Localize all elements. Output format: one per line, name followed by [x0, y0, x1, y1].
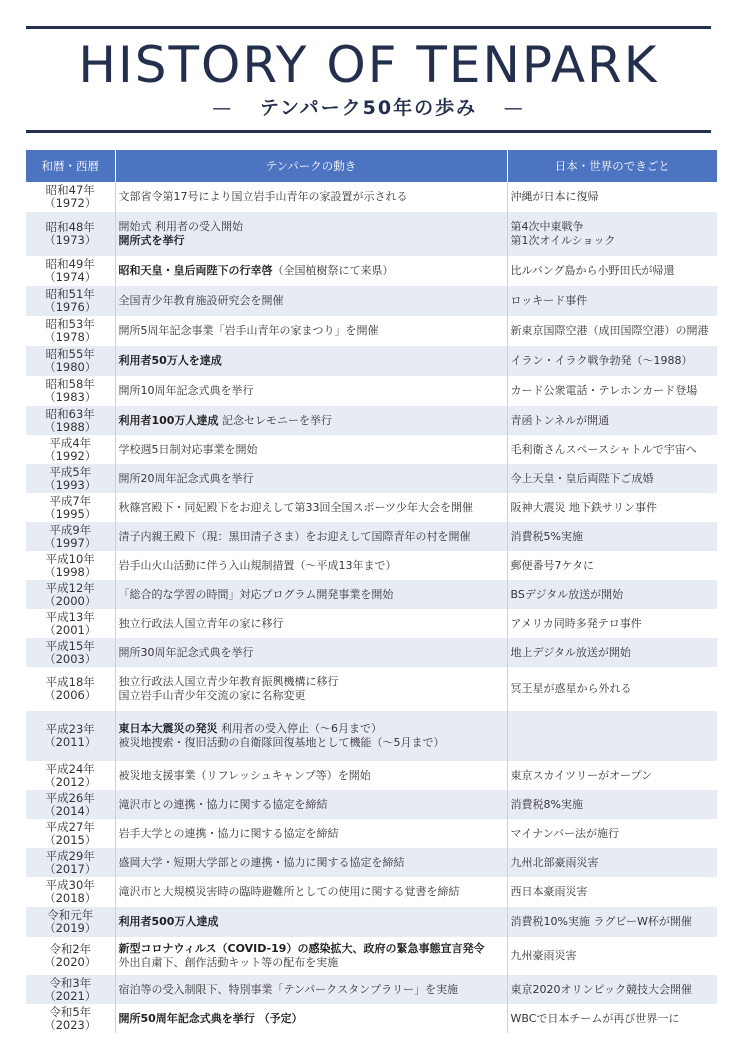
- event-line: [119, 234, 505, 248]
- world-event-cell: [507, 667, 717, 711]
- table-row: [26, 551, 717, 580]
- event-text-bold: 利用者500万人達成: [118, 915, 219, 928]
- table-row: [26, 376, 717, 406]
- year-cell: [26, 937, 115, 975]
- table-row: [26, 667, 717, 711]
- table-row: [26, 790, 717, 819]
- western-year: （1983）: [44, 390, 97, 404]
- event-text: 被災地捜索・復旧活動の自衛隊回復基地として機能（～5月まで）: [118, 736, 445, 749]
- world-event-cell: [507, 286, 717, 316]
- event-text: 開所30周年記念式典を挙行: [118, 645, 254, 659]
- table-header-row: [26, 150, 717, 182]
- era-name: 平成12年: [45, 580, 95, 595]
- world-event-text: アメリカ同時多発テロ事件: [510, 616, 642, 630]
- world-event-text: 地上デジタル放送が開始: [510, 645, 631, 659]
- tenpark-event-cell: [115, 256, 507, 286]
- world-event-cell: [507, 464, 717, 493]
- event-line: [119, 983, 505, 997]
- event-line: [119, 1012, 505, 1026]
- era-name: 平成4年: [49, 435, 92, 450]
- event-text: 開所5周年記念事業「岩手山青年の家まつり」を開催: [118, 324, 379, 337]
- world-event-cell: [507, 761, 717, 790]
- event-text: 全国青少年教育施設研究会を開催: [118, 294, 284, 307]
- event-line: [119, 530, 505, 544]
- table-row: [26, 182, 717, 212]
- world-event-text: ロッキード事件: [510, 294, 588, 307]
- event-text: 盛岡大学・短期大学部との連携・協力に関する協定を締結: [118, 855, 405, 869]
- world-event-cell: [507, 848, 717, 877]
- tenpark-event-cell: [115, 609, 507, 638]
- world-event-cell: [507, 580, 717, 609]
- world-event-text: 第4次中東戦争: [510, 220, 584, 233]
- event-line: [119, 501, 505, 515]
- era-name: 令和5年: [49, 1004, 92, 1019]
- year-cell: [26, 256, 115, 286]
- tenpark-event-cell: [115, 346, 507, 376]
- year-cell: [26, 551, 115, 580]
- event-line: [119, 736, 505, 750]
- tenpark-event-cell: [115, 493, 507, 522]
- tenpark-event-cell: [115, 877, 507, 907]
- event-text: 「総合的な学習の時間」対応プログラム開発事業を開始: [118, 587, 394, 601]
- event-text: 国立岩手山青少年交流の家に名称変更: [118, 689, 306, 702]
- western-year: （2018）: [44, 891, 97, 905]
- western-year: （2011）: [44, 735, 97, 749]
- header-tenpark: テンパークの動き: [115, 150, 507, 182]
- world-event-text: WBCで日本チームが再び世界一に: [510, 1011, 680, 1025]
- world-event-cell: [507, 316, 717, 346]
- western-year: （1988）: [44, 419, 97, 434]
- event-text: 岩手山火山活動に伴う入山規制措置（～平成13年まで）: [118, 558, 397, 572]
- western-year: （1993）: [44, 477, 97, 492]
- western-year: （1973）: [44, 233, 97, 247]
- world-event-cell: [507, 522, 717, 551]
- world-event-text: イラン・イラク戦争勃発（～1988）: [510, 354, 693, 367]
- western-year: （1974）: [44, 270, 97, 284]
- table-row: [26, 937, 717, 975]
- event-text: 秋篠宮殿下・同妃殿下をお迎えして第33回全国スポーツ少年大会を開催: [118, 500, 474, 514]
- world-event-cell: [507, 212, 717, 256]
- tenpark-event-cell: [115, 316, 507, 346]
- event-line: [119, 769, 505, 783]
- event-text-bold: 開所式を挙行: [118, 234, 185, 247]
- tenpark-event-cell: [115, 406, 507, 435]
- event-text: 文部省令第17号により国立岩手山青年の家設置が示される: [118, 190, 408, 203]
- world-event-text: 郵便番号7ケタに: [510, 558, 594, 572]
- western-year: （2006）: [44, 688, 97, 702]
- year-cell: [26, 580, 115, 609]
- event-text: 岩手大学との連携・協力に関する協定を締結: [118, 826, 339, 840]
- event-line: [119, 588, 505, 602]
- tenpark-event-cell: [115, 551, 507, 580]
- event-text-bold: 開所50周年記念式典を挙行 （予定）: [118, 1011, 303, 1025]
- year-cell: [26, 182, 115, 212]
- tenpark-event-cell: [115, 464, 507, 493]
- world-event-cell: [507, 877, 717, 907]
- table-row: [26, 256, 717, 286]
- era-name: 令和元年: [47, 908, 94, 922]
- table-row: [26, 316, 717, 346]
- era-name: 昭和48年: [45, 220, 95, 234]
- tenpark-event-cell: [115, 761, 507, 790]
- event-text: 開始式 利用者の受入開始: [118, 220, 243, 233]
- table-row: [26, 406, 717, 435]
- event-line: [119, 942, 505, 956]
- table-row: [26, 907, 717, 937]
- world-event-text: 沖縄が日本に復帰: [510, 190, 599, 203]
- western-year: （2012）: [44, 774, 97, 789]
- year-cell: [26, 493, 115, 522]
- era-name: 平成30年: [45, 878, 95, 892]
- era-name: 平成26年: [45, 790, 95, 805]
- era-name: 平成10年: [45, 551, 95, 566]
- event-text: 記念セレモニーを挙行: [218, 413, 332, 427]
- event-line: [119, 324, 505, 338]
- world-event-text: 消費税8%実施: [510, 797, 583, 811]
- event-line: [119, 443, 505, 457]
- world-event-text: 毛利衛さんスペースシャトルで宇宙へ: [510, 442, 697, 456]
- world-event-text: 冥王星が惑星から外れる: [510, 682, 632, 695]
- tenpark-event-cell: [115, 790, 507, 819]
- table-row: [26, 580, 717, 609]
- history-table: [26, 150, 717, 1033]
- tenpark-event-cell: [115, 1004, 507, 1033]
- event-line: [119, 956, 505, 970]
- world-event-cell: [507, 638, 717, 667]
- world-event-text: 第1次オイルショック: [510, 234, 616, 247]
- era-name: 平成24年: [45, 761, 95, 776]
- page-subtitle: [0, 95, 737, 121]
- table-row: [26, 493, 717, 522]
- world-event-cell: [507, 406, 717, 435]
- bottom-rule: [26, 130, 711, 133]
- year-cell: [26, 316, 115, 346]
- era-name: 平成18年: [45, 675, 95, 689]
- event-text: 外出自粛下、創作活動キット等の配布を実施: [118, 956, 339, 969]
- event-line: [119, 646, 505, 660]
- year-cell: [26, 848, 115, 877]
- year-cell: [26, 711, 115, 761]
- table-row: [26, 435, 717, 464]
- event-line: [119, 617, 505, 631]
- tenpark-event-cell: [115, 638, 507, 667]
- event-text-bold: 利用者100万人達成: [118, 413, 219, 427]
- event-line: [119, 294, 505, 308]
- year-cell: [26, 1004, 115, 1033]
- tenpark-event-cell: [115, 711, 507, 761]
- western-year: （2001）: [44, 622, 97, 637]
- year-cell: [26, 907, 115, 937]
- world-event-cell: [507, 493, 717, 522]
- event-line: [119, 798, 505, 812]
- event-text: 被災地支援事業（リフレッシュキャンプ等）を開始: [118, 768, 371, 782]
- table-body: [26, 182, 717, 1033]
- subtitle-dash-left: —: [212, 97, 234, 119]
- table-row: [26, 346, 717, 376]
- subtitle-dash-right: —: [503, 97, 525, 119]
- header-era: 和暦・西暦: [26, 150, 115, 182]
- world-event-text: 新東京国際空港（成田国際空港）の開港: [510, 324, 709, 337]
- event-text: 開所10周年記念式典を挙行: [118, 384, 254, 397]
- western-year: （1997）: [44, 535, 97, 550]
- event-line: [119, 414, 505, 428]
- western-year: （1995）: [44, 506, 97, 521]
- era-name: 昭和55年: [45, 347, 95, 361]
- western-year: （2017）: [44, 861, 97, 876]
- year-cell: [26, 609, 115, 638]
- era-name: 平成13年: [45, 609, 95, 624]
- top-rule: [26, 26, 711, 29]
- year-cell: [26, 212, 115, 256]
- western-year: （2019）: [44, 921, 97, 935]
- table-row: [26, 609, 717, 638]
- world-event-cell: [507, 1004, 717, 1033]
- event-line: [119, 915, 505, 929]
- world-event-cell: [507, 711, 717, 761]
- western-year: （2003）: [44, 651, 97, 666]
- world-event-cell: [507, 435, 717, 464]
- year-cell: [26, 376, 115, 406]
- world-event-cell: [507, 907, 717, 937]
- event-line: [119, 559, 505, 573]
- event-text-bold: 利用者50万人を達成: [118, 354, 222, 367]
- era-name: 昭和47年: [45, 183, 95, 197]
- tenpark-event-cell: [115, 907, 507, 937]
- event-text: 独立行政法人国立青年の家に移行: [118, 616, 284, 630]
- table-row: [26, 1004, 717, 1033]
- table-row: [26, 212, 717, 256]
- world-event-cell: [507, 182, 717, 212]
- western-year: （1972）: [44, 196, 97, 210]
- subtitle-text: テンパーク50年の歩み: [259, 97, 478, 119]
- event-line: [119, 264, 505, 278]
- era-name: 昭和63年: [45, 406, 95, 421]
- table-row: [26, 975, 717, 1004]
- world-event-text: 東京スカイツリーがオープン: [510, 768, 653, 782]
- world-event-text: 今上天皇・皇后両陛下ご成婚: [510, 471, 654, 485]
- tenpark-event-cell: [115, 937, 507, 975]
- table-row: [26, 711, 717, 761]
- event-line: [119, 885, 505, 899]
- event-text-bold: 昭和天皇・皇后両陛下の行幸啓: [118, 264, 273, 277]
- event-line: [119, 220, 505, 234]
- page-title: HISTORY OF TENPARK: [78, 36, 659, 94]
- table-row: [26, 286, 717, 316]
- world-event-text: カード公衆電話・テレホンカード登場: [510, 384, 698, 397]
- world-event-cell: [507, 790, 717, 819]
- tenpark-event-cell: [115, 376, 507, 406]
- tenpark-event-cell: [115, 580, 507, 609]
- era-name: 令和2年: [49, 942, 92, 956]
- event-line: [119, 675, 505, 689]
- event-text: 宿泊等の受入制限下、特別事業「テンパークスタンプラリー」を実施: [118, 982, 459, 996]
- world-event-text: BSデジタル放送が開始: [510, 587, 624, 601]
- table-row: [26, 819, 717, 848]
- western-year: （2023）: [44, 1017, 97, 1032]
- era-name: 昭和53年: [45, 317, 95, 331]
- tenpark-event-cell: [115, 435, 507, 464]
- world-event-cell: [507, 975, 717, 1004]
- world-event-cell: [507, 346, 717, 376]
- tenpark-event-cell: [115, 522, 507, 551]
- year-cell: [26, 435, 115, 464]
- world-event-cell: [507, 609, 717, 638]
- world-event-text: マイナンバー法が施行: [510, 826, 619, 840]
- world-event-cell: [507, 819, 717, 848]
- year-cell: [26, 877, 115, 907]
- event-line: [119, 827, 505, 841]
- year-cell: [26, 638, 115, 667]
- world-event-cell: [507, 937, 717, 975]
- era-name: 平成9年: [49, 522, 92, 537]
- world-event-text: 西日本豪雨災害: [510, 885, 588, 898]
- event-text: 開所20周年記念式典を挙行: [118, 471, 254, 485]
- year-cell: [26, 346, 115, 376]
- tenpark-event-cell: [115, 975, 507, 1004]
- era-name: 平成5年: [49, 464, 92, 479]
- year-cell: [26, 406, 115, 435]
- western-year: （2015）: [44, 832, 97, 847]
- western-year: （2014）: [44, 803, 97, 818]
- event-text: 利用者の受入停止（～6月まで）: [217, 722, 382, 735]
- world-event-text: 東京2020オリンピック競技大会開催: [510, 982, 693, 996]
- era-name: 平成27年: [45, 819, 95, 834]
- event-line: [119, 856, 505, 870]
- year-cell: [26, 790, 115, 819]
- event-line: [119, 722, 505, 736]
- tenpark-event-cell: [115, 819, 507, 848]
- event-text: 滝沢市との連携・協力に関する協定を締結: [118, 797, 328, 811]
- event-text-bold: 東日本大震災の発災: [118, 722, 218, 735]
- table-row: [26, 522, 717, 551]
- tenpark-event-cell: [115, 667, 507, 711]
- table-row: [26, 848, 717, 877]
- year-cell: [26, 464, 115, 493]
- western-year: （1976）: [44, 300, 97, 314]
- year-cell: [26, 667, 115, 711]
- era-name: 昭和49年: [45, 257, 95, 271]
- table-row: [26, 877, 717, 907]
- world-event-text: 九州豪雨災害: [510, 949, 577, 962]
- world-event-text: 消費税5%実施: [510, 529, 583, 543]
- table-row: [26, 761, 717, 790]
- year-cell: [26, 819, 115, 848]
- event-line: [119, 472, 505, 486]
- event-line: [119, 384, 505, 398]
- tenpark-event-cell: [115, 212, 507, 256]
- header-world: 日本・世界のできごと: [507, 150, 717, 182]
- world-event-text: 消費税10%実施 ラグビーW杯が開催: [510, 915, 692, 928]
- western-year: （2021）: [44, 988, 97, 1003]
- event-line: [119, 354, 505, 368]
- world-event-text: 九州北部豪雨災害: [510, 855, 599, 869]
- era-name: 平成7年: [49, 493, 92, 508]
- western-year: （2000）: [44, 593, 97, 608]
- table-row: [26, 638, 717, 667]
- tenpark-event-cell: [115, 848, 507, 877]
- year-cell: [26, 975, 115, 1004]
- western-year: （1998）: [44, 564, 97, 579]
- event-text-bold: 新型コロナウィルス（COVID-19）の感染拡大、政府の緊急事態宣言発令: [118, 942, 485, 955]
- event-text: 清子内親王殿下（現：黒田清子さま）をお迎えして国際青年の村を開催: [118, 529, 471, 543]
- event-line: [119, 689, 505, 703]
- world-event-text: 阪神大震災 地下鉄サリン事件: [510, 500, 657, 514]
- world-event-cell: [507, 551, 717, 580]
- event-line: [119, 190, 505, 204]
- western-year: （2020）: [44, 955, 97, 969]
- year-cell: [26, 522, 115, 551]
- era-name: 令和3年: [49, 975, 92, 990]
- year-cell: [26, 761, 115, 790]
- year-cell: [26, 286, 115, 316]
- era-name: 昭和51年: [45, 287, 95, 301]
- era-name: 昭和58年: [45, 377, 95, 391]
- world-event-text: 青函トンネルが開通: [510, 413, 610, 427]
- era-name: 平成23年: [45, 722, 95, 736]
- tenpark-event-cell: [115, 286, 507, 316]
- tenpark-event-cell: [115, 182, 507, 212]
- event-text: 滝沢市と大規模災害時の臨時避難所としての使用に関する覚書を締結: [118, 885, 460, 898]
- western-year: （1980）: [44, 360, 97, 374]
- event-text: 学校週5日制対応事業を開始: [118, 442, 258, 456]
- world-event-cell: [507, 376, 717, 406]
- western-year: （1978）: [44, 330, 97, 344]
- table-row: [26, 464, 717, 493]
- era-name: 平成15年: [45, 638, 95, 653]
- event-text: （全国植樹祭にて来県）: [272, 264, 394, 277]
- event-text: 独立行政法人国立青少年教育振興機構に移行: [118, 675, 339, 688]
- world-event-cell: [507, 256, 717, 286]
- world-event-text: 比ルバング島から小野田氏が帰還: [510, 264, 675, 277]
- era-name: 平成29年: [45, 848, 95, 863]
- western-year: （1992）: [44, 448, 97, 463]
